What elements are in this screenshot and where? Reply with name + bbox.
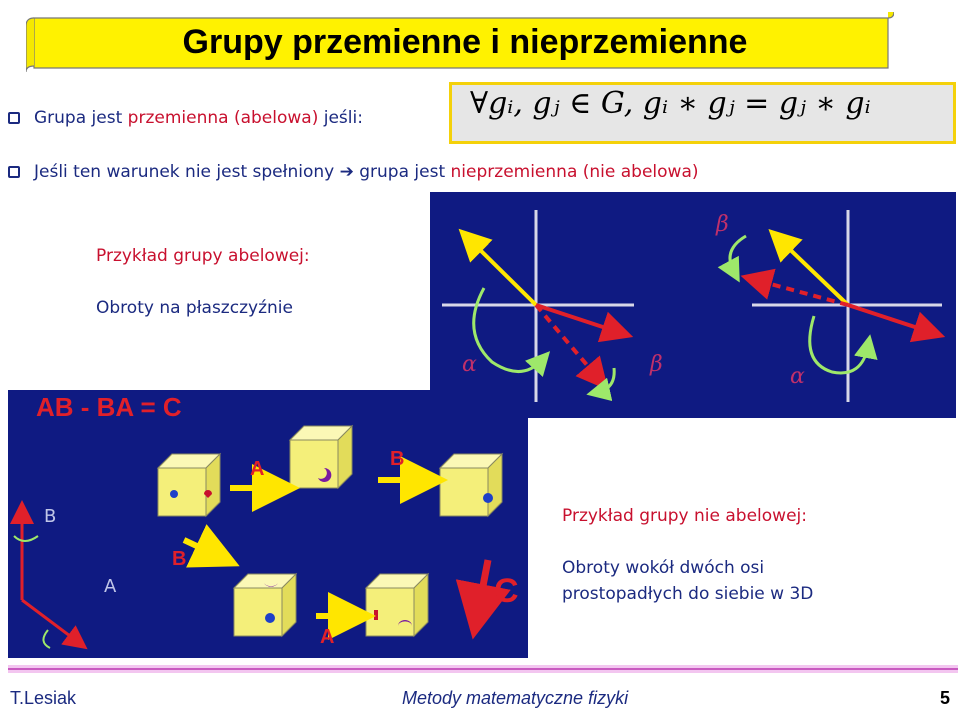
nonabelian-example-heading: Przykład grupy nie abelowej: — [562, 506, 807, 526]
abelian-example-body: Obroty na płaszczyźnie — [96, 298, 293, 318]
abelian-example-heading: Przykład grupy abelowej: — [96, 246, 310, 266]
cube-label-a1: A — [250, 458, 265, 480]
footer-course: Metody matematyczne fizyki — [402, 688, 629, 708]
page-title: Grupy przemienne i nieprzemienne — [182, 23, 748, 61]
checkbox-bullet-icon — [8, 112, 20, 124]
footer-page-number: 5 — [940, 688, 951, 708]
footer-divider — [8, 665, 958, 673]
alpha-label-right: α — [790, 364, 805, 389]
cube-label-b2: B — [172, 548, 187, 570]
bullet2-mid: grupa jest — [353, 162, 451, 182]
bullet2-highlight: nieprzemienna (nie abelowa) — [450, 162, 699, 182]
cube-equation: AB - BA = C — [36, 392, 182, 422]
bullet2-text: Jeśli ten warunek nie jest spełniony — [34, 162, 340, 182]
footer-author: T.Lesiak — [10, 688, 77, 708]
bullet1-text: Grupa jest — [34, 108, 128, 128]
bullet1-suffix: jeśli: — [318, 108, 363, 128]
cube-label-a2: A — [320, 626, 335, 648]
bullet-abelian-definition — [8, 108, 363, 128]
axis-label-a: A — [104, 576, 117, 597]
beta-label-right: β — [716, 212, 729, 237]
commutativity-formula: ∀gᵢ, gⱼ ∈ G, gᵢ ∗ gⱼ = gⱼ ∗ gᵢ — [470, 86, 871, 121]
cube-label-c: C — [494, 572, 519, 610]
arrow-icon: ➔ — [339, 162, 354, 182]
axis-label-b: B — [44, 506, 57, 527]
beta-label-left: β — [650, 352, 663, 377]
plane-rotation-figure — [430, 192, 956, 418]
alpha-label-left: α — [462, 352, 477, 377]
bullet-nonabelian — [8, 162, 699, 182]
checkbox-bullet-icon — [8, 166, 20, 178]
nonabelian-example-line1: Obroty wokół dwóch osi — [562, 558, 765, 578]
bullet1-highlight: przemienna (abelowa) — [127, 108, 319, 128]
nonabelian-example-line2: prostopadłych do siebie w 3D — [562, 584, 814, 604]
cube-rotation-figure — [8, 390, 528, 658]
cube-label-b1: B — [390, 448, 405, 470]
